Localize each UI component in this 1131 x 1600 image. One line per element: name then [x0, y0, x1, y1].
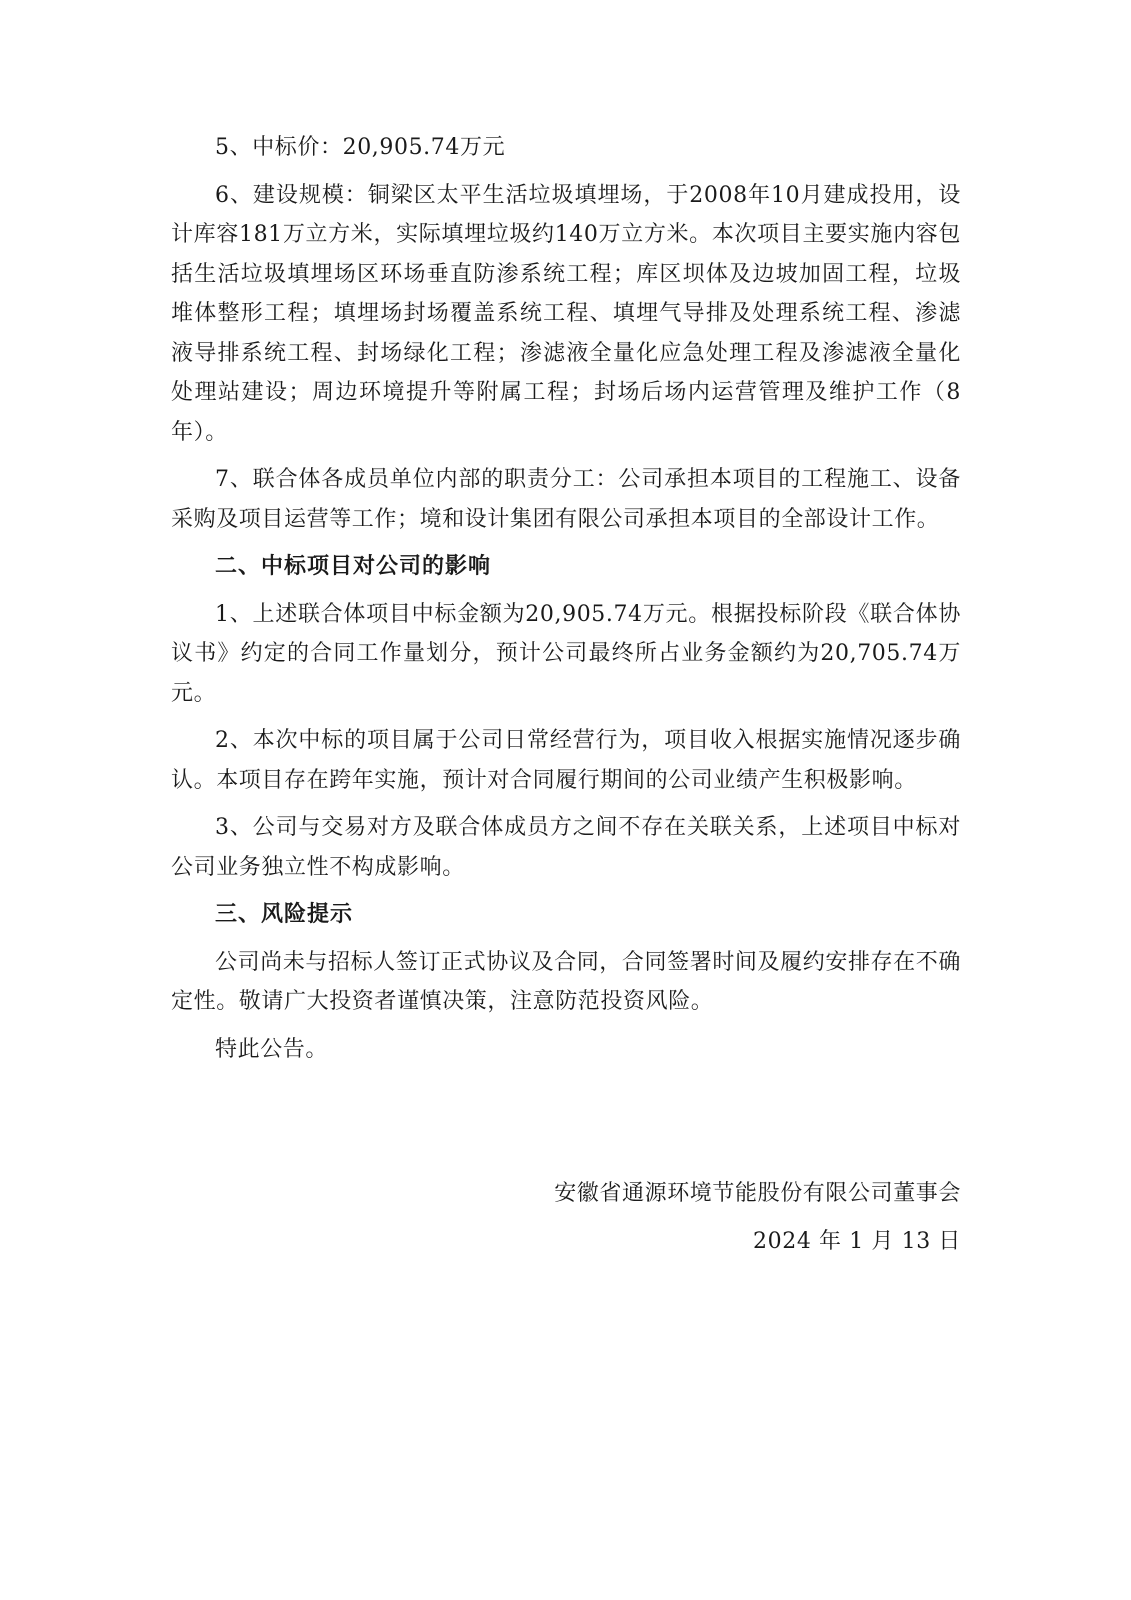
signature-block — [554, 1170, 961, 1266]
item-bid-price: 5、中标价：20,905.74万元 — [215, 135, 506, 160]
impact-item-2: 2、本次中标的项目属于公司日常经营行为，项目收入根据实施情况逐步确认。本项目存在跨年实施，预计对合同履行期间的公司业绩产生积极影响。 — [171, 728, 961, 793]
item-construction-scale: 6、建设规模：铜梁区太平生活垃圾填埋场，于2008年10月建成投用，设计库容181万立方米，实际填埋垃圾约140万立方米。本次项目主要实施内容包括生活垃圾填埋场区环场垂直防渗系统工程；库区坝体及边坡加固工程，垃圾堆体整形工程；填埋场封场覆盖系统工程、填埋气导排及处理系统工程、渗滤液导排系统工程、封场绿化工程；渗滤液全量化应急处理工程及渗滤液全量化处理站建设；周边环境提升等附属工程；封场后场内运营管理及维护工作（8年）。 — [171, 182, 961, 445]
risk-paragraph: 公司尚未与招标人签订正式协议及合同，合同签署时间及履约安排存在不确定性。敬请广大投资者谨慎决策，注意防范投资风险。 — [171, 949, 961, 1014]
closing-line: 特此公告。 — [215, 1036, 329, 1062]
section-risk-heading: 三、风险提示 — [215, 902, 354, 927]
document-body — [171, 128, 961, 1077]
signature-company: 安徽省通源环境节能股份有限公司董事会 — [554, 1181, 961, 1206]
section-impact-heading: 二、中标项目对公司的影响 — [215, 554, 492, 579]
signature-date: 2024 年 1 月 13 日 — [753, 1229, 961, 1254]
impact-item-1: 1、上述联合体项目中标金额为20,905.74万元。根据投标阶段《联合体协议书》约定的合同工作量划分，预计公司最终所占业务金额约为20,705.74万元。 — [171, 601, 961, 706]
impact-item-3: 3、公司与交易对方及联合体成员方之间不存在关联关系，上述项目中标对公司业务独立性不构成影响。 — [171, 815, 961, 880]
item-responsibility-division: 7、联合体各成员单位内部的职责分工：公司承担本项目的工程施工、设备采购及项目运营等工作；境和设计集团有限公司承担本项目的全部设计工作。 — [171, 467, 961, 532]
